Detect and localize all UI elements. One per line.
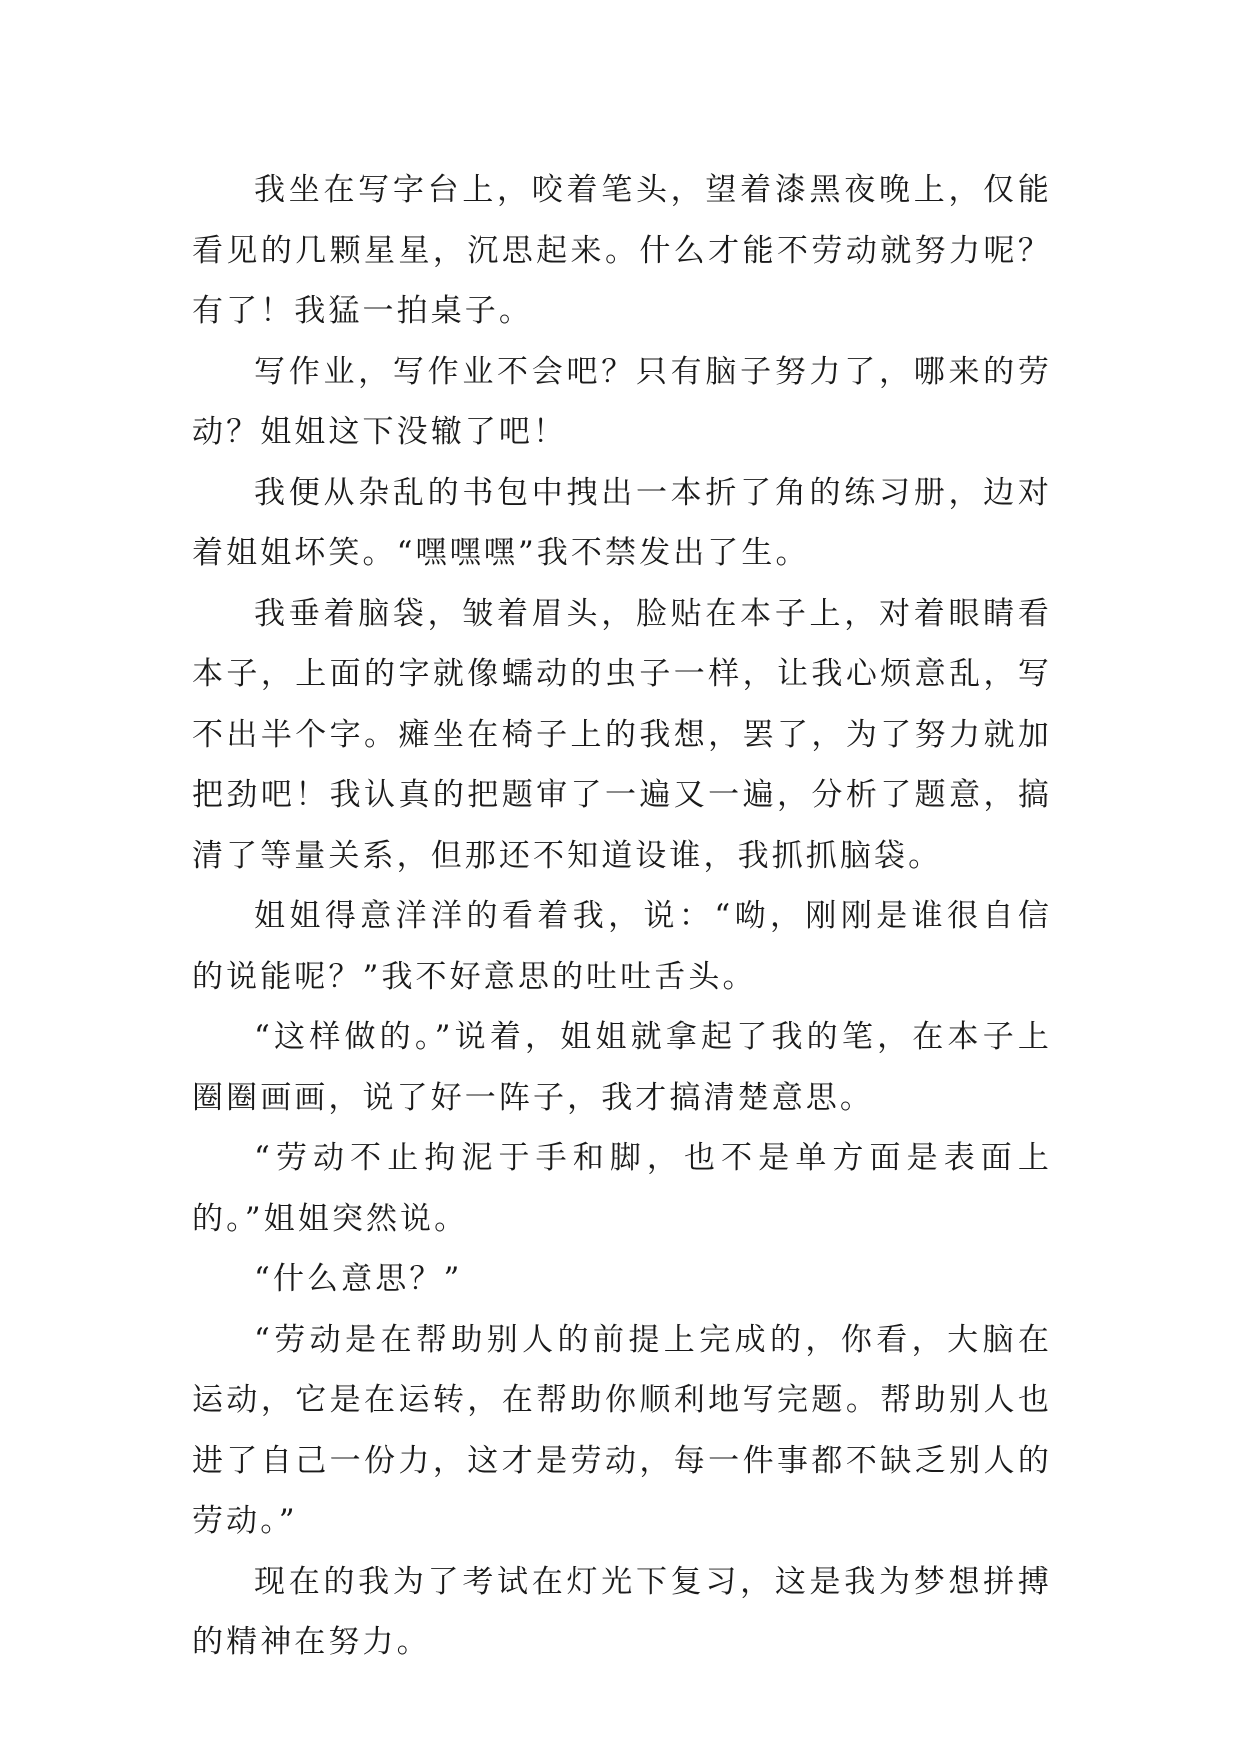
paragraph: 我便从杂乱的书包中拽出一本折了角的练习册，边对着姐姐坏笑。“嘿嘿嘿”我不禁发出了生。: [192, 474, 1052, 571]
paragraph: “劳动是在帮助别人的前提上完成的，你看，大脑在运动，它是在运转，在帮助你顺利地写完题。帮助别人也进了自己一份力，这才是劳动，每一件事都不缺乏别人的劳动。”: [192, 1321, 1052, 1539]
paragraph: 我垂着脑袋，皱着眉头，脸贴在本子上，对着眼睛看本子，上面的字就像蠕动的虫子一样，让我心烦意乱，写不出半个字。瘫坐在椅子上的我想，罢了，为了努力就加把劲吧！我认真的把题审了一遍又一遍，分析了题意，搞清了等量关系，但那还不知道设谁，我抓抓脑袋。: [192, 595, 1052, 874]
paragraph: 写作业，写作业不会吧？只有脑子努力了，哪来的劳动？姐姐这下没辙了吧！: [192, 353, 1052, 450]
document-body: [192, 160, 1052, 1673]
paragraph: “劳动不止拘泥于手和脚，也不是单方面是表面上的。”姐姐突然说。: [192, 1140, 1052, 1237]
paragraph: “什么意思？”: [254, 1261, 463, 1297]
paragraph: 我坐在写字台上，咬着笔头，望着漆黑夜晚上，仅能看见的几颗星星，沉思起来。什么才能不劳动就努力呢？有了！我猛一拍桌子。: [192, 172, 1052, 329]
paragraph: 现在的我为了考试在灯光下复习，这是我为梦想拼搏的精神在努力。: [192, 1563, 1052, 1660]
paragraph: “这样做的。”说着，姐姐就拿起了我的笔，在本子上圈圈画画，说了好一阵子，我才搞清楚意思。: [192, 1019, 1052, 1116]
paragraph: 姐姐得意洋洋的看着我，说：“呦，刚刚是谁很自信的说能呢？”我不好意思的吐吐舌头。: [192, 898, 1052, 995]
